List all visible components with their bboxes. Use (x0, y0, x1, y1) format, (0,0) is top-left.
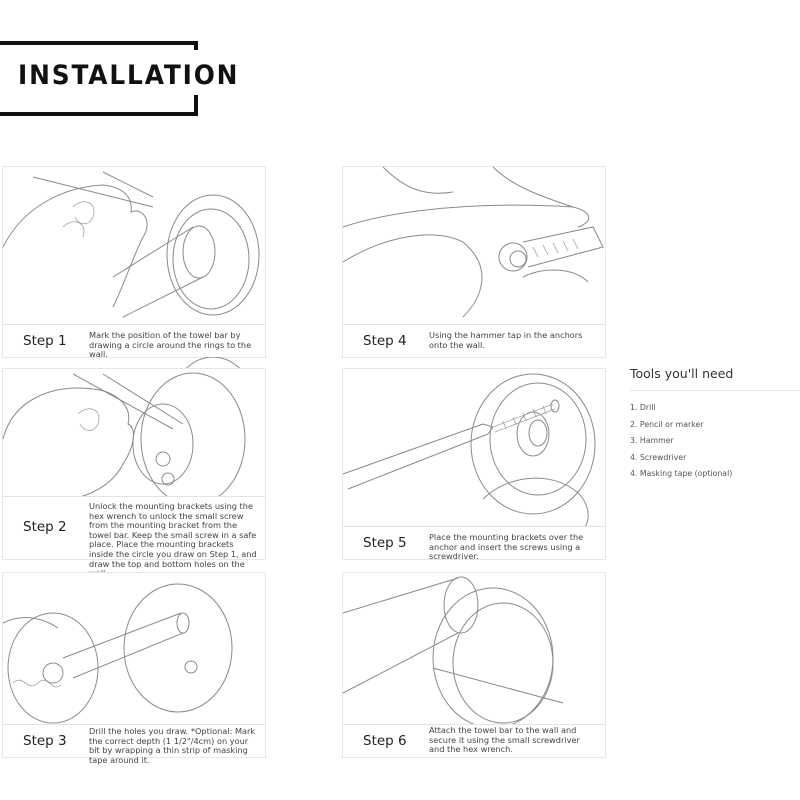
step-card-3 (2, 572, 266, 765)
step-description: Mark the position of the towel bar by drawing a circle around the rings to the wall. (89, 330, 252, 360)
step-card-6 (342, 572, 606, 758)
tools-list (630, 403, 800, 486)
page-title: INSTALLATION (18, 60, 240, 91)
hammer-anchor-illustration (343, 167, 605, 327)
tools-title: Tools you'll need (630, 366, 734, 381)
divider (630, 390, 800, 391)
towel-bar-illustration (343, 573, 605, 725)
hand-bracket-illustration (3, 369, 265, 499)
step-label: Step 3 (23, 733, 67, 749)
step-card-4 (342, 166, 606, 358)
list-item: 4. Masking tape (optional) (630, 469, 733, 478)
step-label: Step 2 (23, 519, 67, 535)
step-card-1 (2, 166, 266, 358)
step-label: Step 1 (23, 333, 67, 349)
step-description: Drill the holes you draw. *Optional: Mark the correct depth (1 1/2"/4cm) on your bit by wrapping a thin strip of masking tape around it. (89, 726, 256, 765)
step-description: Unlock the mounting brackets using the hex wrench to unlock the small screw from the mounting bracket from the towel bar. Keep the small screw in a safe place. Place the mounting brackets inside the circle you draw on Step 1, and draw the top and bottom holes on the (89, 501, 257, 569)
step-description: Using the hammer tap in the anchors onto the wall. (429, 330, 583, 350)
list-item: 2. Pencil or marker (630, 419, 704, 429)
step-label: Step 4 (363, 333, 407, 349)
drill-bar-illustration (3, 573, 265, 725)
list-item: 3. Hammer (630, 436, 674, 445)
step-description: Attach the towel bar to the wall and secure it using the small screwdriver and the hex wrench. (429, 725, 580, 755)
step-label: Step 5 (363, 535, 407, 551)
step-card-2 (2, 368, 266, 569)
step-label: Step 6 (363, 733, 407, 749)
screwdriver-illustration (343, 369, 605, 529)
list-item: 1. Drill (630, 403, 656, 412)
step-card-5 (342, 368, 606, 560)
step-description: Place the mounting brackets over the anchor and insert the screws using a screwdriver. (429, 532, 584, 562)
hand-marking-illustration (3, 167, 265, 327)
list-item: 4. Screwdriver (630, 452, 687, 462)
tools-panel (630, 366, 800, 486)
